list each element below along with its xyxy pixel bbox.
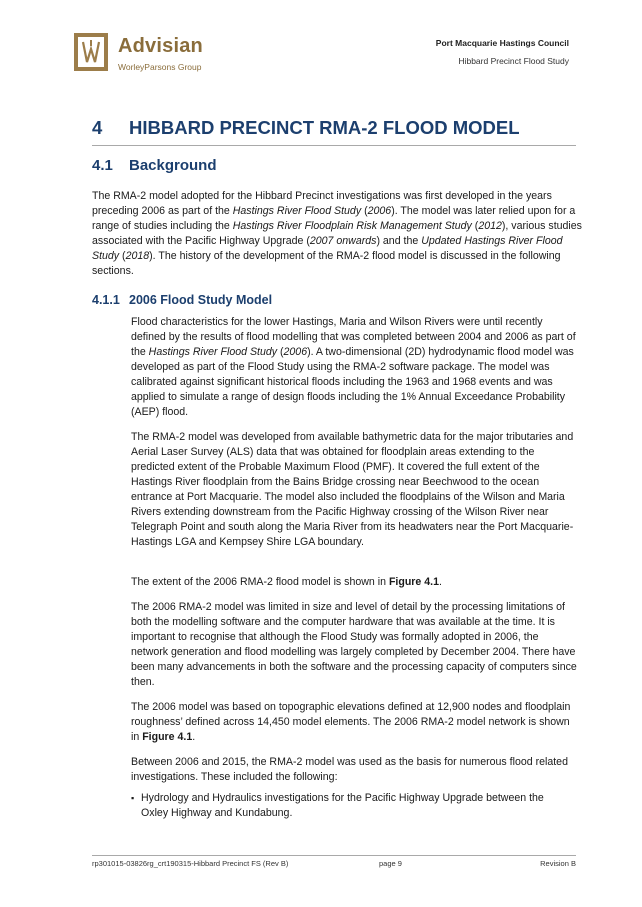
figure-reference: Figure 4.1: [388, 576, 439, 588]
figure-reference: Figure 4.1: [142, 731, 193, 743]
paragraph-model-development: The RMA-2 model was developed from available bathymetric data for the major tributaries and Aerial Laser Survey (ALS) data that was obtained for floodplain areas extending to the predicted extent of the Probable Maximum Flood (PMF). It covered the full extent of the Hastings River floodplain from the Bains Bridge crossing near Beechwood to the ocean entrance at Port Macquarie. The model also included the floodplains of the Wilson and Maria Rivers extending downstream from the Pacific Highway crossing of the Wilson River near Telegraph Point and south along the Maria River from its headwaters near the Port Macquarie-Hastings LGA and Kempsey Shire LGA boundary.: [131, 431, 574, 548]
paragraph-model-elevations: The 2006 model was based on topographic elevations defined at 12,900 nodes and floodplain roughness’ defined across 14,450 model elements. The 2006 RMA-2 model network is shown in Figure 4.1.: [131, 701, 571, 743]
subsubsection-number: 4.1.1: [92, 293, 120, 307]
paragraph-flood-characteristics: Flood characteristics for the lower Hastings, Maria and Wilson Rivers were until recently defined by the results of flood modelling that was completed between 2004 and 2006 as part of the Hastings River Flood Study (2006). A two-dimensional (2D) hydrodynamic flood model was developed as part of the Flood Study using the RMA-2 software package. The model was calibrated against significant historical floods including the 1963 and 1968 events and was applied to simulate a range of design floods including the 1% Annual Exceedance Probability (AEP) flood.: [131, 316, 576, 418]
paragraph-related-investigations: Between 2006 and 2015, the RMA-2 model was used as the basis for numerous flood related investigations. These included the following:: [131, 756, 568, 783]
section-number: 4: [92, 117, 103, 138]
header-right: [436, 38, 569, 66]
subsection-number: 4.1: [92, 157, 113, 174]
logo-name: Advisian: [118, 35, 203, 57]
section-heading: [92, 117, 576, 146]
subsection-heading: [92, 157, 217, 174]
list-item: [131, 791, 571, 821]
logo-subtitle: WorleyParsons Group: [118, 62, 202, 72]
background-paragraph: The RMA-2 model adopted for the Hibbard Precinct investigations was first developed in the years preceding 2006 as part of the Hastings River Flood Study (2006). The model was later relied upon for a range of studies including the Hastings River Floodplain Risk Management Study (2012), various studies associated with the Pacific Highway Upgrade (2007 onwards) and the Updated Hastings River Flood Study (2018). The history of the development of the RMA-2 flood model is discussed in the following sections.: [92, 190, 582, 277]
list-item-text: Hydrology and Hydraulics investigations for the Pacific Highway Upgrade between the Oxley Highway and Kundabung.: [141, 792, 544, 819]
footer-revision: Revision B: [540, 859, 576, 868]
footer-reference: rp301015-03826rg_crt190315-Hibbard Precinct FS (Rev B): [92, 859, 289, 868]
header-project: Hibbard Precinct Flood Study: [458, 56, 569, 66]
square-bullet-icon: ▪: [131, 793, 135, 803]
page-footer: [92, 855, 576, 868]
subsubsection-title: 2006 Flood Study Model: [129, 293, 273, 307]
footer-page-number: page 9: [379, 859, 402, 868]
advisian-logo: [74, 33, 203, 72]
header-organisation: Port Macquarie Hastings Council: [435, 38, 569, 48]
subsection-title: Background: [129, 157, 217, 174]
paragraph-model-extent: The extent of the 2006 RMA-2 flood model is shown in Figure 4.1.: [131, 576, 442, 588]
section-title: HIBBARD PRECINCT RMA-2 FLOOD MODEL: [129, 117, 520, 138]
subsubsection-heading: [92, 293, 272, 307]
paragraph-model-limitations: The 2006 RMA-2 model was limited in size and level of detail by the processing limitations of both the modelling software and the computer hardware that was available at the time. It is important to recognise that although the Flood Study was formally adopted in 2006, the network generation and flood modelling was largely completed by December 2004. There have been many advancements in both the software and the processing capacity of computers since then.: [131, 601, 577, 688]
advisian-logo-icon: [74, 33, 108, 71]
